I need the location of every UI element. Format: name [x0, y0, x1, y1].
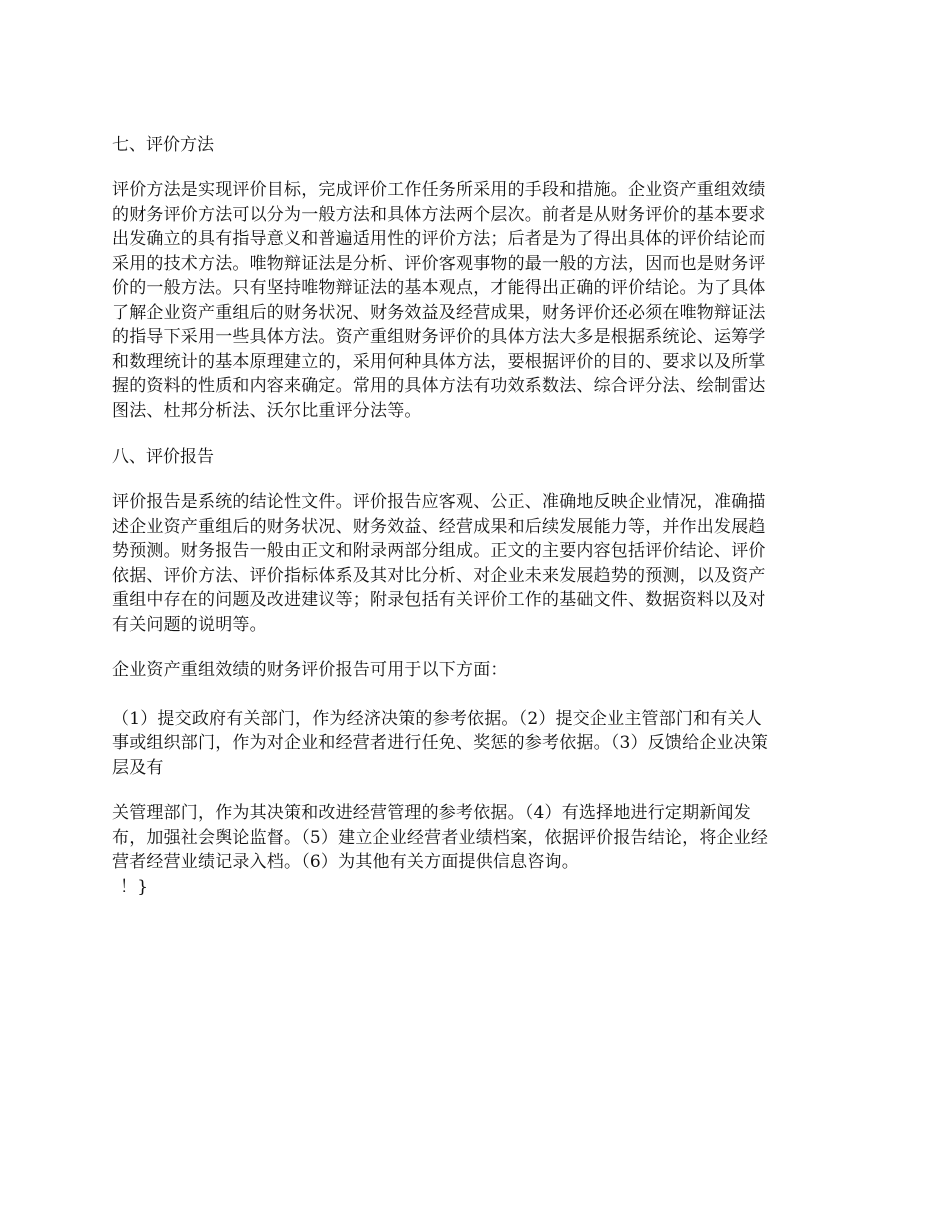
- section-heading-evaluation-report: 八、评价报告: [112, 447, 214, 467]
- report-uses-list-part1: （1）提交政府有关部门，作为经济决策的参考依据。（2）提交企业主管部门和有关人事或组织部门，作为对企业和经营者进行任免、奖惩的参考依据。（3）反馈给企业决策层及有: [112, 708, 769, 778]
- evaluation-methods-paragraph: 评价方法是实现评价目标，完成评价工作任务所采用的手段和措施。企业资产重组效绩的财务评价方法可以分为一般方法和具体方法两个层次。前者是从财务评价的基本要求出发确立的具有指导意义和普遍适用性的评价方法；后者是为了得出具体的评价结论而采用的技术方法。唯物辩证法是分析、评价客观事物的最一般的方法，因而也是财务评价的一般方法。只有坚持唯物辩证法的基本观点，才能得出正确的评价结论。为了具体了解企业资产重组后的财务状况、财务效益及经营成果，财务评价还必须在唯物辩证法的指导下采用一些具体方法。资产重组财务评价的具体方法大多是根据系统论、运筹学和数理统计的基本原理建立的，采用何种具体方法，要根据评价的目的、要求以及所掌握的资料的性质和内容来确定。常用的具体方法有功效系数法、综合评分法、绘制雷达图法、杜邦分析法、沃尔比重评分法等。: [112, 180, 766, 421]
- document-page: [112, 132, 772, 899]
- evaluation-report-paragraph: 评价报告是系统的结论性文件。评价报告应客观、公正、准确地反映企业情况，准确描述企业资产重组后的财务状况、财务效益、经营成果和后续发展能力等，并作出发展趋势预测。财务报告一般由正文和附录两部分组成。正文的主要内容包括评价结论、评价依据、评价方法、评价指标体系及其对比分析、对企业未来发展趋势的预测，以及资产重组中存在的问题及改进建议等；附录包括有关评价工作的基础文件、数据资料以及对有关问题的说明等。: [112, 492, 766, 635]
- section-heading-evaluation-methods: 七、评价方法: [112, 135, 214, 155]
- trailing-mark: ！}: [120, 876, 149, 897]
- report-uses-list-part2-text: 关管理部门，作为其决策和改进经营管理的参考依据。（4）有选择地进行定期新闻发布，加强社会舆论监督。（5）建立企业经营者业绩档案，依据评价报告结论，将企业经营者经营业绩记录入档。（6）为其他有关方面提供信息咨询。: [112, 803, 769, 872]
- report-uses-list-part2: [112, 801, 772, 899]
- report-uses-intro: 企业资产重组效绩的财务评价报告可用于以下方面：: [112, 660, 508, 680]
